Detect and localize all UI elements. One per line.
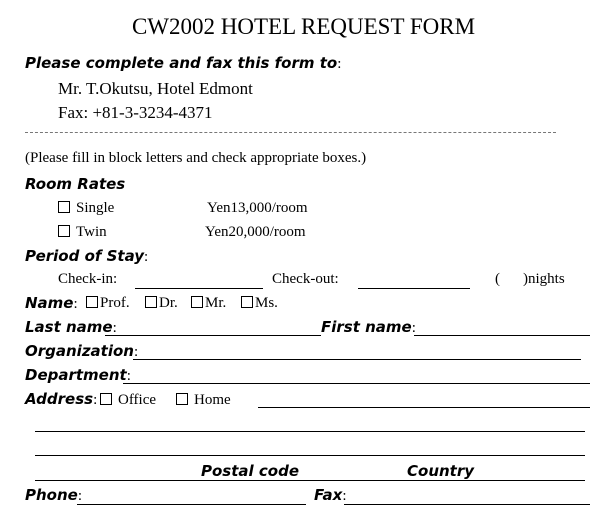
dr-label: Dr. [159, 295, 178, 311]
address-colon: : [93, 392, 98, 408]
fax-label-row [314, 486, 347, 505]
period-heading: Period of Stay [25, 247, 145, 265]
first-name-colon: : [411, 320, 416, 336]
phone-colon: : [77, 488, 83, 504]
address-field-line-3[interactable] [35, 455, 585, 456]
address-label: Address [25, 390, 94, 408]
address-option-home[interactable] [176, 392, 231, 409]
fax-instructions-colon: : [337, 56, 342, 72]
room-option-single[interactable] [58, 200, 114, 217]
checkin-field[interactable] [135, 288, 263, 289]
room-rates-heading: Room Rates [25, 175, 126, 193]
home-checkbox[interactable] [176, 393, 188, 405]
last-name-label: Last name [25, 318, 113, 336]
dashed-separator [25, 132, 556, 133]
department-colon: : [126, 368, 131, 384]
single-price: Yen13,000/room [207, 200, 308, 216]
phone-label-row [25, 486, 82, 505]
mr-checkbox[interactable] [191, 296, 203, 308]
nights-open-paren: ( [495, 271, 500, 287]
fax-field[interactable] [344, 504, 590, 505]
title-option-ms[interactable] [241, 295, 278, 312]
last-name-field[interactable] [105, 335, 321, 336]
prof-label: Prof. [100, 295, 130, 311]
name-heading: Name [25, 294, 74, 312]
office-checkbox[interactable] [100, 393, 112, 405]
first-name-label: First name [321, 318, 412, 336]
nights-field[interactable] [503, 268, 523, 288]
country-label: Country [407, 462, 475, 480]
address-label-row [25, 390, 97, 409]
organization-field[interactable] [133, 359, 581, 360]
department-label: Department [25, 366, 127, 384]
first-name-label-row [321, 318, 416, 337]
period-colon: : [144, 249, 149, 265]
title-option-mr[interactable] [191, 295, 226, 312]
nights-label: )nights [523, 271, 565, 287]
organization-label-row [25, 342, 138, 361]
title-option-dr[interactable] [145, 295, 178, 312]
phone-field[interactable] [77, 504, 306, 505]
fax-recipient: Mr. T.Okutsu, Hotel Edmont [58, 79, 253, 98]
first-name-field[interactable] [414, 335, 590, 336]
single-checkbox[interactable] [58, 201, 70, 213]
department-field[interactable] [123, 383, 590, 384]
twin-label: Twin [76, 224, 107, 240]
department-label-row [25, 366, 131, 385]
fax-instructions-heading: Please complete and fax this form to [25, 54, 338, 72]
address-field-line-2[interactable] [35, 431, 585, 432]
single-label: Single [76, 200, 115, 216]
dr-checkbox[interactable] [145, 296, 157, 308]
fax-label: Fax [314, 486, 343, 504]
checkout-field[interactable] [358, 288, 470, 289]
ms-checkbox[interactable] [241, 296, 253, 308]
address-option-office[interactable] [100, 392, 156, 409]
checkout-label: Check-out: [272, 271, 339, 287]
mr-label: Mr. [205, 295, 227, 311]
name-heading-row [25, 294, 78, 313]
fax-number: Fax: +81-3-3234-4371 [58, 103, 213, 122]
office-label: Office [118, 392, 157, 408]
twin-checkbox[interactable] [58, 225, 70, 237]
fax-colon: : [342, 488, 347, 504]
period-heading-row [25, 247, 148, 266]
title-option-prof[interactable] [86, 295, 130, 312]
organization-label: Organization [25, 342, 134, 360]
room-option-twin[interactable] [58, 224, 107, 241]
fill-instruction: (Please fill in block letters and check appropriate boxes.) [25, 150, 367, 166]
home-label: Home [194, 392, 231, 408]
checkin-label: Check-in: [58, 271, 118, 287]
form-title: CW2002 HOTEL REQUEST FORM [131, 14, 476, 39]
postal-code-label: Postal code [201, 462, 299, 480]
phone-label: Phone [25, 486, 78, 504]
last-name-label-row [25, 318, 117, 337]
last-name-colon: : [112, 320, 117, 336]
fax-instructions [25, 54, 341, 73]
postal-country-field[interactable] [35, 480, 585, 481]
twin-price: Yen20,000/room [205, 224, 306, 240]
name-colon: : [73, 296, 78, 312]
organization-colon: : [133, 344, 139, 360]
ms-label: Ms. [255, 295, 278, 311]
prof-checkbox[interactable] [86, 296, 98, 308]
address-field-line-1[interactable] [258, 407, 590, 408]
